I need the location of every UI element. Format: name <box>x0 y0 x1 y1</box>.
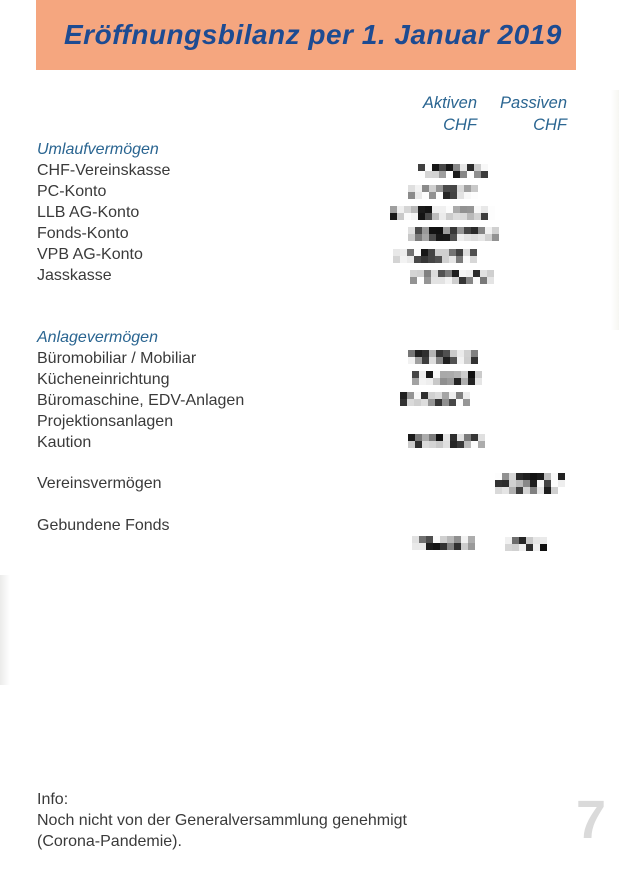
row-label-vereinsvermoegen: Vereinsvermögen <box>37 475 162 492</box>
page-title: Eröffnungsbilanz per 1. Januar 2019 <box>64 19 562 50</box>
section-heading-anlagevermoegen: Anlagevermögen <box>37 329 158 346</box>
row-label: Kücheneinrichtung <box>37 371 170 388</box>
redacted-value-pc-konto <box>408 185 478 199</box>
row-label: PC-Konto <box>37 183 107 200</box>
redacted-value-kaution <box>408 434 485 448</box>
row-label: Projektionsanlagen <box>37 413 174 430</box>
redacted-value-gebundene-fonds-aktiven <box>412 536 475 550</box>
row-label: VPB AG-Konto <box>37 246 143 263</box>
row-label: Büromaschine, EDV-Anlagen <box>37 392 245 409</box>
column-name-aktiven: Aktiven <box>422 94 477 112</box>
row-label: Kaution <box>37 434 92 451</box>
column-header-passiven <box>417 92 567 136</box>
section-heading-umlaufvermoegen: Umlaufvermögen <box>37 141 159 158</box>
redacted-value-vereinsvermoegen <box>495 473 565 494</box>
redacted-value-kuecheneinrichtung <box>412 371 482 385</box>
row-label: CHF-Vereinskasse <box>37 162 171 179</box>
redacted-value-gebundene-fonds-passiven <box>505 537 547 551</box>
row-label: Büromobiliar / Mobiliar <box>37 350 197 367</box>
row-label: Fonds-Konto <box>37 225 129 242</box>
scan-artifact-left-edge <box>0 575 10 685</box>
footer-info-line1: Noch nicht von der Generalversammlung genehmigt <box>37 812 407 829</box>
redacted-value-llb-ag-konto <box>390 206 495 220</box>
redacted-value-bueromobiliar <box>408 350 478 364</box>
row-label: Jasskasse <box>37 267 112 284</box>
footer-info-label: Info: <box>37 791 69 808</box>
column-name-passiven: Passiven <box>500 94 567 112</box>
redacted-value-fonds-konto <box>408 227 499 241</box>
page-number: 7 <box>575 790 606 850</box>
row-label-gebundene-fonds: Gebundene Fonds <box>37 517 170 534</box>
redacted-value-bueromaschine <box>400 392 470 406</box>
redacted-value-vpb-ag-konto <box>393 249 477 263</box>
footer-info-line2: (Corona-Pandemie). <box>37 833 182 850</box>
row-label: LLB AG-Konto <box>37 204 140 221</box>
footer-info <box>37 789 407 852</box>
column-unit-aktiven: CHF <box>443 116 477 134</box>
scan-artifact-right-edge <box>611 90 619 330</box>
redacted-value-chf-vereinskasse <box>418 164 488 178</box>
redacted-value-jasskasse <box>410 270 494 284</box>
column-unit-passiven: CHF <box>533 116 567 134</box>
title-band <box>36 0 576 70</box>
